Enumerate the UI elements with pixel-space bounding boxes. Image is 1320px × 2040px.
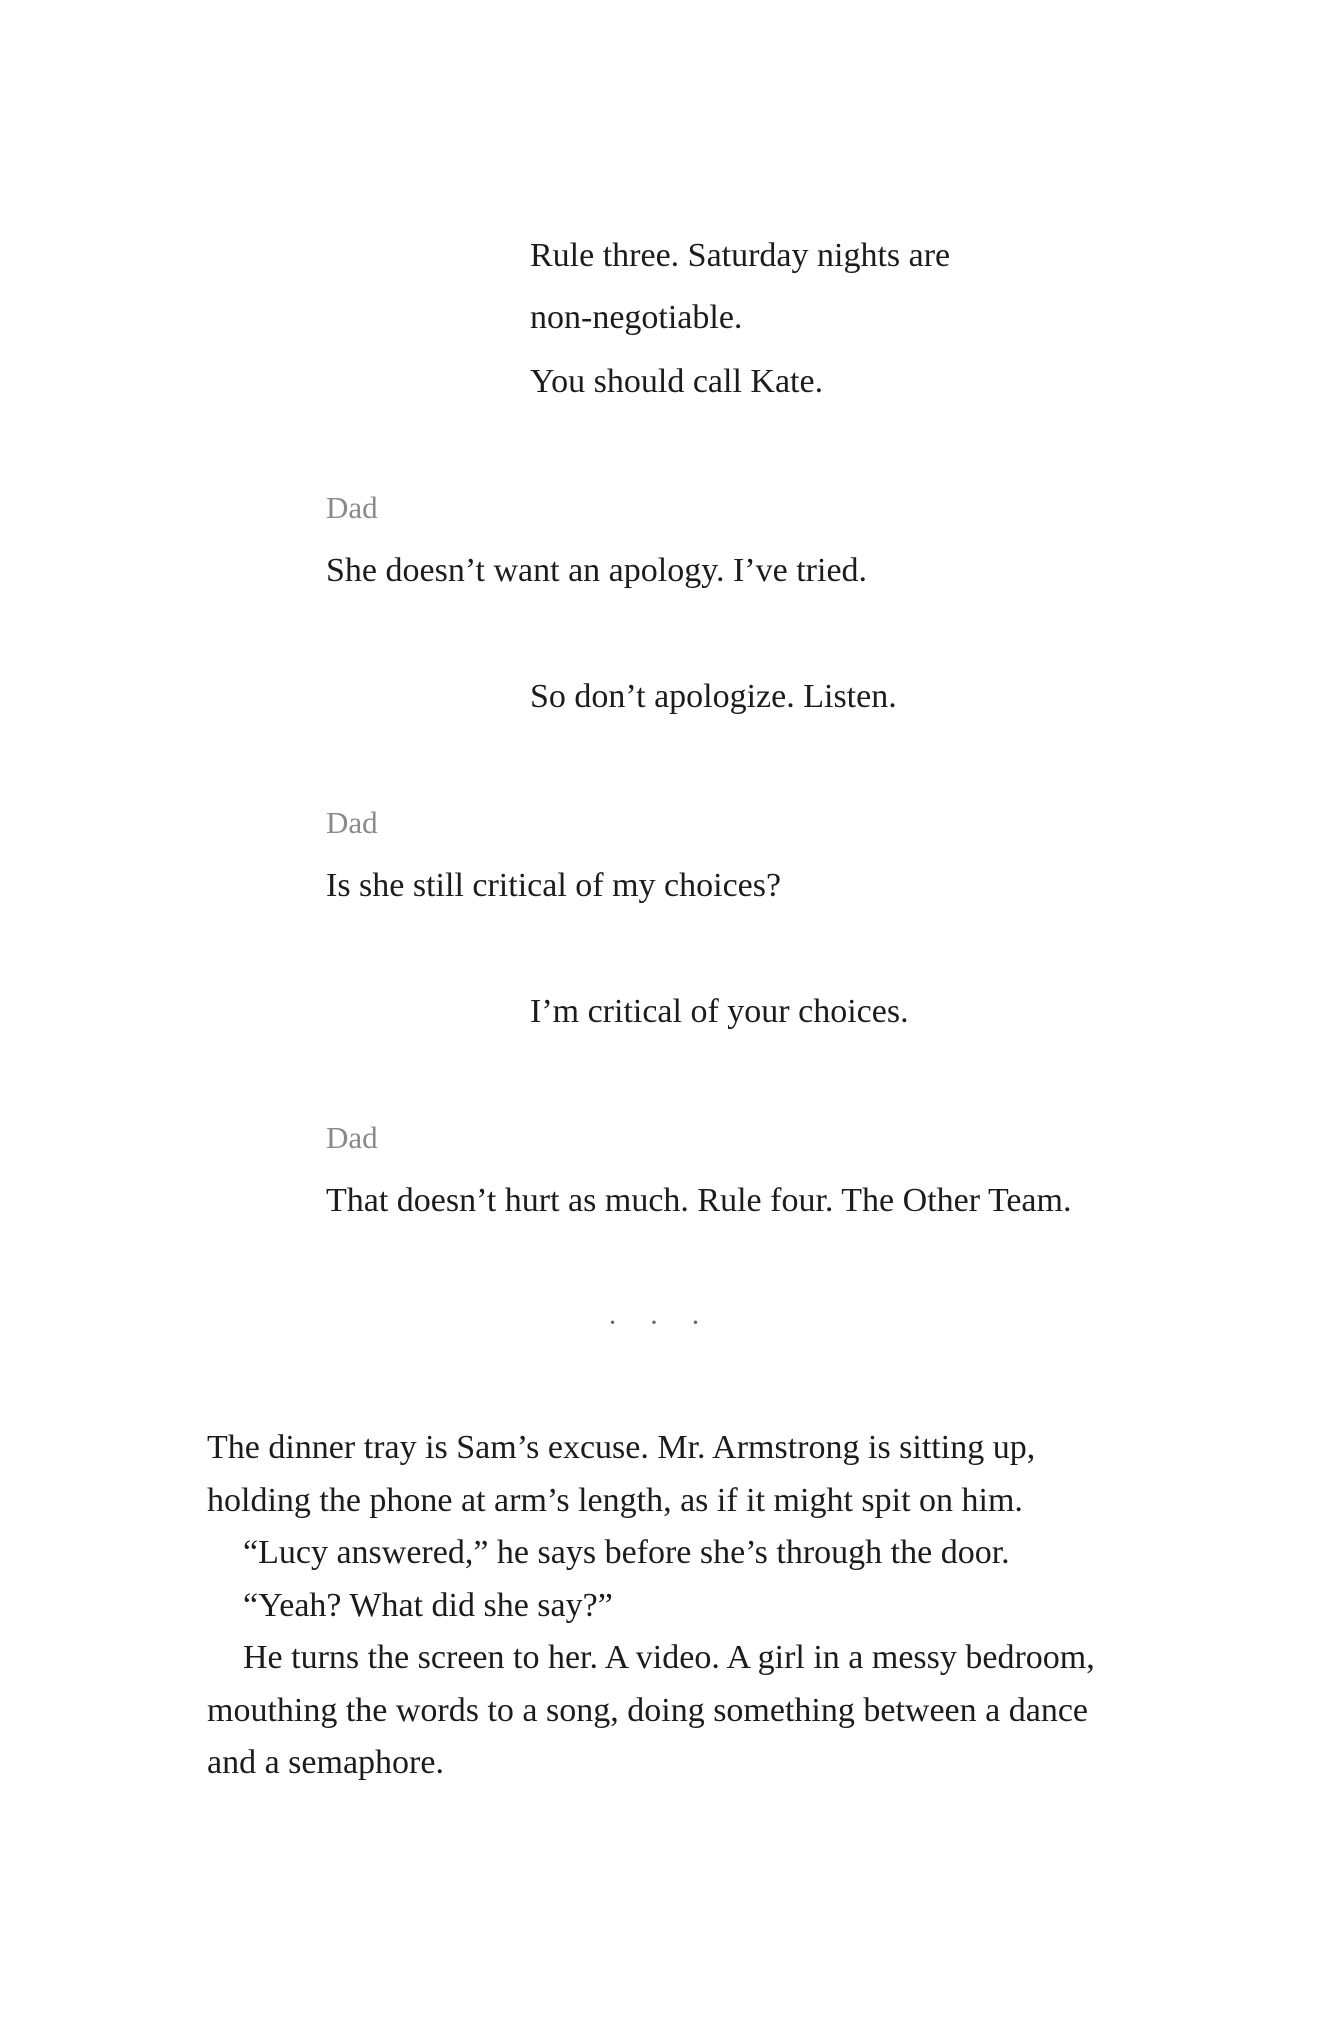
section-break: · · · bbox=[607, 1306, 713, 1339]
prose-paragraph-4-line-2: mouthing the words to a song, doing something between a dance bbox=[207, 1691, 1088, 1729]
prose-paragraph-1-line-1: The dinner tray is Sam’s excuse. Mr. Armstrong is sitting up, bbox=[207, 1429, 1036, 1466]
dad-message-1-text: She doesn’t want an apology. I’ve tried. bbox=[326, 552, 868, 589]
dad-message-2-text: Is she still critical of my choices? bbox=[326, 867, 782, 904]
speaker-label: Dad bbox=[326, 490, 378, 525]
sam-message-1-line-2: non-negotiable. bbox=[530, 299, 743, 336]
prose-paragraph-4-line-3: and a semaphore. bbox=[207, 1744, 444, 1781]
speaker-label: Dad bbox=[326, 1120, 378, 1155]
prose-paragraph-1-line-2: holding the phone at arm’s length, as if it might spit on him. bbox=[207, 1481, 1023, 1519]
prose-paragraph-3: “Yeah? What did she say?” bbox=[243, 1586, 613, 1624]
sam-message-1-line-1: Rule three. Saturday nights are bbox=[530, 237, 951, 274]
prose-body bbox=[207, 1422, 1117, 1790]
sam-message-2-text: So don’t apologize. Listen. bbox=[530, 678, 897, 715]
prose-paragraph-4-line-1: He turns the screen to her. A video. A girl in a messy bedroom, bbox=[243, 1639, 1095, 1676]
prose-paragraph-2: “Lucy answered,” he says before she’s through the door. bbox=[243, 1534, 1010, 1571]
sam-message-3-text: I’m critical of your choices. bbox=[530, 993, 909, 1030]
dad-message-3-text: That doesn’t hurt as much. Rule four. The Other Team. bbox=[326, 1182, 1072, 1219]
sam-message-1-line-3: You should call Kate. bbox=[530, 363, 824, 400]
speaker-label: Dad bbox=[326, 805, 378, 840]
